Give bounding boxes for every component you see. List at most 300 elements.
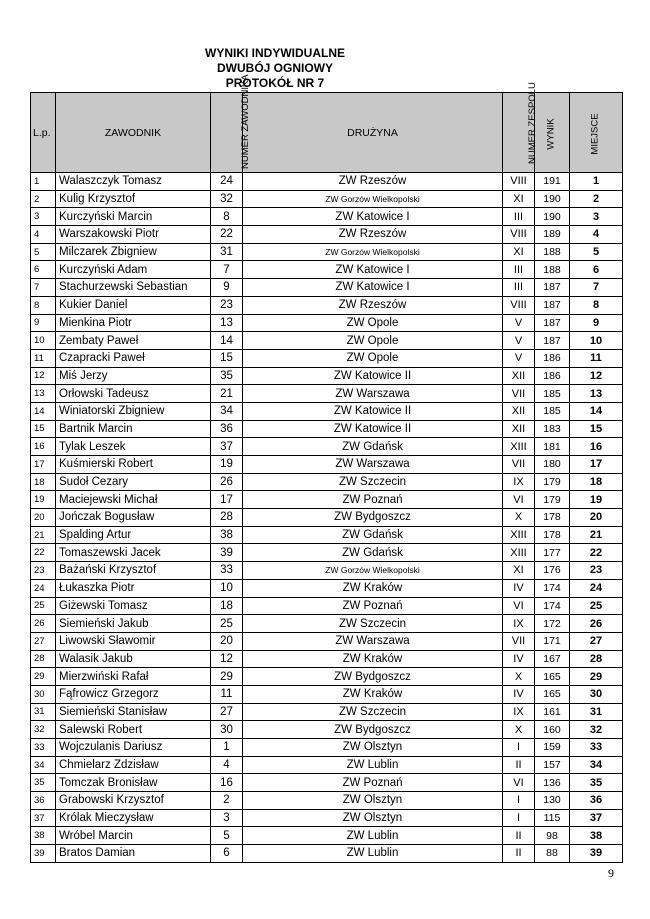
team-number: XI: [503, 562, 535, 580]
team-name: ZW Warszawa: [243, 385, 503, 403]
team-name: ZW Poznań: [243, 774, 503, 792]
athlete-number: 3: [211, 809, 243, 827]
athlete-name: Tomczak Bronisław: [56, 774, 211, 792]
row-lp: 26: [31, 615, 56, 633]
team-number: II: [503, 756, 535, 774]
athlete-number: 34: [211, 402, 243, 420]
athlete-number: 19: [211, 456, 243, 474]
athlete-name: Maciejewski Michał: [56, 491, 211, 509]
score: 186: [535, 367, 570, 385]
row-lp: 21: [31, 526, 56, 544]
place: 28: [570, 650, 623, 668]
team-number: IX: [503, 615, 535, 633]
table-row: [31, 226, 623, 244]
team-name: ZW Lublin: [243, 845, 503, 863]
athlete-number: 1: [211, 739, 243, 757]
table-row: [31, 562, 623, 580]
score: 187: [535, 296, 570, 314]
team-number: II: [503, 845, 535, 863]
athlete-number: 30: [211, 721, 243, 739]
team-name: ZW Szczecin: [243, 615, 503, 633]
place: 37: [570, 809, 623, 827]
table-row: [31, 173, 623, 191]
table-row: [31, 208, 623, 226]
athlete-number: 33: [211, 562, 243, 580]
team-number: X: [503, 668, 535, 686]
athlete-name: Stachurzewski Sebastian: [56, 279, 211, 297]
athlete-number: 4: [211, 756, 243, 774]
athlete-name: Mierzwiński Rafał: [56, 668, 211, 686]
athlete-number: 27: [211, 703, 243, 721]
score: 165: [535, 685, 570, 703]
place: 32: [570, 721, 623, 739]
place: 30: [570, 685, 623, 703]
athlete-name: Winiatorski Zbigniew: [56, 402, 211, 420]
score: 171: [535, 632, 570, 650]
place: 17: [570, 456, 623, 474]
athlete-name: Bartnik Marcin: [56, 420, 211, 438]
team-number: IX: [503, 703, 535, 721]
place: 26: [570, 615, 623, 633]
athlete-number: 26: [211, 473, 243, 491]
athlete-number: 6: [211, 845, 243, 863]
place: 38: [570, 827, 623, 845]
athlete-name: Mienkina Piotr: [56, 314, 211, 332]
athlete-number: 36: [211, 420, 243, 438]
table-row: [31, 615, 623, 633]
col-header-numer-zespolu: [503, 81, 538, 173]
table-row: [31, 456, 623, 474]
score: 174: [535, 597, 570, 615]
row-lp: 8: [31, 296, 56, 314]
table-row: [31, 438, 623, 456]
team-name: ZW Kraków: [243, 650, 503, 668]
place: 25: [570, 597, 623, 615]
team-number: VIII: [503, 173, 535, 191]
team-name: ZW Poznań: [243, 491, 503, 509]
team-name: ZW Rzeszów: [243, 173, 503, 191]
table-row: [31, 243, 623, 261]
place: 23: [570, 562, 623, 580]
score: 115: [535, 809, 570, 827]
score: 178: [535, 509, 570, 527]
team-name: ZW Opole: [243, 314, 503, 332]
score: 188: [535, 261, 570, 279]
table-row: [31, 756, 623, 774]
score: 191: [535, 173, 570, 191]
athlete-number: 29: [211, 668, 243, 686]
place: 9: [570, 314, 623, 332]
row-lp: 34: [31, 756, 56, 774]
athlete-name: Fąfrowicz Grzegorz: [56, 685, 211, 703]
row-lp: 5: [31, 243, 56, 261]
team-name: ZW Olsztyn: [243, 739, 503, 757]
row-lp: 25: [31, 597, 56, 615]
table-row: [31, 296, 623, 314]
place: 22: [570, 544, 623, 562]
athlete-name: Miś Jerzy: [56, 367, 211, 385]
team-number: XIII: [503, 544, 535, 562]
team-number: VII: [503, 632, 535, 650]
athlete-number: 14: [211, 332, 243, 350]
place: 36: [570, 792, 623, 810]
athlete-name: Sudoł Cezary: [56, 473, 211, 491]
athlete-number: 18: [211, 597, 243, 615]
table-row: [31, 650, 623, 668]
place: 20: [570, 509, 623, 527]
athlete-name: Kuśmierski Robert: [56, 456, 211, 474]
row-lp: 13: [31, 385, 56, 403]
score: 181: [535, 438, 570, 456]
athlete-name: Tomaszewski Jacek: [56, 544, 211, 562]
athlete-name: Spalding Artur: [56, 526, 211, 544]
row-lp: 19: [31, 491, 56, 509]
team-name: ZW Olsztyn: [243, 809, 503, 827]
team-number: I: [503, 792, 535, 810]
score: 174: [535, 579, 570, 597]
numer-zespolu-label: NUMER ZESPOŁU: [527, 81, 538, 164]
team-name: ZW Warszawa: [243, 632, 503, 650]
team-number: XII: [503, 367, 535, 385]
row-lp: 33: [31, 739, 56, 757]
table-row: [31, 473, 623, 491]
athlete-name: Królak Mieczysław: [56, 809, 211, 827]
miejsce-label: MIEJSCE: [590, 112, 601, 155]
athlete-number: 5: [211, 827, 243, 845]
score: 167: [535, 650, 570, 668]
score: 98: [535, 827, 570, 845]
athlete-name: Grabowski Krzysztof: [56, 792, 211, 810]
row-lp: 23: [31, 562, 56, 580]
athlete-number: 24: [211, 173, 243, 191]
athlete-name: Giżewski Tomasz: [56, 597, 211, 615]
team-number: IX: [503, 473, 535, 491]
team-number: VII: [503, 456, 535, 474]
athlete-number: 23: [211, 296, 243, 314]
place: 3: [570, 208, 623, 226]
page-number: 9: [608, 866, 614, 880]
place: 34: [570, 756, 623, 774]
table-row: [31, 544, 623, 562]
athlete-name: Zembaty Paweł: [56, 332, 211, 350]
team-number: II: [503, 827, 535, 845]
athlete-name: Czapracki Paweł: [56, 349, 211, 367]
score: 179: [535, 491, 570, 509]
team-number: V: [503, 314, 535, 332]
athlete-name: Jończak Bogusław: [56, 509, 211, 527]
team-number: V: [503, 349, 535, 367]
team-number: VIII: [503, 226, 535, 244]
place: 8: [570, 296, 623, 314]
team-number: XII: [503, 402, 535, 420]
row-lp: 7: [31, 279, 56, 297]
table-row: [31, 349, 623, 367]
col-header-wynik: [535, 93, 570, 173]
team-name: ZW Katowice I: [243, 279, 503, 297]
athlete-number: 25: [211, 615, 243, 633]
score: 180: [535, 456, 570, 474]
place: 10: [570, 332, 623, 350]
athlete-name: Chmielarz Zdzisław: [56, 756, 211, 774]
athlete-name: Liwowski Sławomir: [56, 632, 211, 650]
team-name: ZW Bydgoszcz: [243, 509, 503, 527]
team-number: XI: [503, 243, 535, 261]
team-number: I: [503, 809, 535, 827]
place: 2: [570, 190, 623, 208]
table-row: [31, 721, 623, 739]
score: 185: [535, 402, 570, 420]
score: 185: [535, 385, 570, 403]
place: 4: [570, 226, 623, 244]
table-row: [31, 668, 623, 686]
row-lp: 6: [31, 261, 56, 279]
athlete-name: Siemieński Jakub: [56, 615, 211, 633]
row-lp: 29: [31, 668, 56, 686]
team-number: VI: [503, 491, 535, 509]
score: 187: [535, 332, 570, 350]
athlete-name: Walasik Jakub: [56, 650, 211, 668]
score: 177: [535, 544, 570, 562]
table-row: [31, 526, 623, 544]
row-lp: 39: [31, 845, 56, 863]
athlete-name: Milczarek Zbigniew: [56, 243, 211, 261]
place: 35: [570, 774, 623, 792]
athlete-name: Kulig Krzysztof: [56, 190, 211, 208]
row-lp: 36: [31, 792, 56, 810]
table-row: [31, 509, 623, 527]
team-name: ZW Opole: [243, 332, 503, 350]
row-lp: 2: [31, 190, 56, 208]
place: 15: [570, 420, 623, 438]
team-name: ZW Olsztyn: [243, 792, 503, 810]
table-row: [31, 845, 623, 863]
table-row: [31, 703, 623, 721]
athlete-number: 7: [211, 261, 243, 279]
table-row: [31, 739, 623, 757]
team-number: I: [503, 739, 535, 757]
table-row: [31, 774, 623, 792]
team-name: ZW Lublin: [243, 756, 503, 774]
place: 7: [570, 279, 623, 297]
score: 188: [535, 243, 570, 261]
score: 179: [535, 473, 570, 491]
place: 31: [570, 703, 623, 721]
row-lp: 15: [31, 420, 56, 438]
score: 183: [535, 420, 570, 438]
row-lp: 18: [31, 473, 56, 491]
athlete-number: 2: [211, 792, 243, 810]
score: 157: [535, 756, 570, 774]
team-name: ZW Kraków: [243, 685, 503, 703]
col-header-druzyna: DRUŻYNA: [243, 93, 503, 173]
team-name: ZW Poznań: [243, 597, 503, 615]
col-header-miejsce: [570, 93, 623, 173]
team-name: ZW Rzeszów: [243, 226, 503, 244]
athlete-number: 10: [211, 579, 243, 597]
row-lp: 24: [31, 579, 56, 597]
score: 159: [535, 739, 570, 757]
score: 190: [535, 190, 570, 208]
score: 178: [535, 526, 570, 544]
title-line-3: PROTOKÓŁ NR 7: [225, 76, 325, 90]
row-lp: 11: [31, 349, 56, 367]
team-name: ZW Kraków: [243, 579, 503, 597]
place: 19: [570, 491, 623, 509]
team-name: ZW Szczecin: [243, 473, 503, 491]
athlete-number: 9: [211, 279, 243, 297]
team-number: XI: [503, 190, 535, 208]
place: 6: [570, 261, 623, 279]
place: 33: [570, 739, 623, 757]
athlete-number: 13: [211, 314, 243, 332]
numer-zawodnika-label: NUMER ZAWODNIKA: [240, 73, 251, 169]
team-name: ZW Katowice II: [243, 402, 503, 420]
row-lp: 35: [31, 774, 56, 792]
athlete-name: Walaszczyk Tomasz: [56, 173, 211, 191]
team-name: ZW Szczecin: [243, 703, 503, 721]
athlete-number: 16: [211, 774, 243, 792]
athlete-number: 12: [211, 650, 243, 668]
athlete-number: 22: [211, 226, 243, 244]
athlete-number: 15: [211, 349, 243, 367]
place: 12: [570, 367, 623, 385]
table-row: [31, 579, 623, 597]
row-lp: 17: [31, 456, 56, 474]
athlete-number: 39: [211, 544, 243, 562]
place: 16: [570, 438, 623, 456]
row-lp: 32: [31, 721, 56, 739]
team-number: VII: [503, 385, 535, 403]
place: 24: [570, 579, 623, 597]
team-name: ZW Katowice I: [243, 208, 503, 226]
score: 172: [535, 615, 570, 633]
score: 88: [535, 845, 570, 863]
place: 11: [570, 349, 623, 367]
table-row: [31, 685, 623, 703]
team-number: VI: [503, 774, 535, 792]
team-number: III: [503, 208, 535, 226]
team-number: IV: [503, 579, 535, 597]
table-row: [31, 402, 623, 420]
team-name: ZW Gdańsk: [243, 526, 503, 544]
row-lp: 12: [31, 367, 56, 385]
table-row: [31, 809, 623, 827]
athlete-name: Orłowski Tadeusz: [56, 385, 211, 403]
team-name: ZW Lublin: [243, 827, 503, 845]
athlete-number: 21: [211, 385, 243, 403]
score: 161: [535, 703, 570, 721]
team-number: XIII: [503, 438, 535, 456]
athlete-name: Kurczyński Adam: [56, 261, 211, 279]
place: 39: [570, 845, 623, 863]
row-lp: 1: [31, 173, 56, 191]
row-lp: 10: [31, 332, 56, 350]
athlete-number: 28: [211, 509, 243, 527]
team-number: VI: [503, 597, 535, 615]
title-line-2: DWUBÓJ OGNIOWY: [217, 61, 333, 75]
score: 190: [535, 208, 570, 226]
athlete-name: Tylak Leszek: [56, 438, 211, 456]
team-name: ZW Gorzów Wielkopolski: [243, 190, 503, 208]
score: 189: [535, 226, 570, 244]
row-lp: 16: [31, 438, 56, 456]
team-name: ZW Bydgoszcz: [243, 721, 503, 739]
team-number: IV: [503, 685, 535, 703]
table-row: [31, 261, 623, 279]
team-name: ZW Rzeszów: [243, 296, 503, 314]
team-name: ZW Katowice II: [243, 420, 503, 438]
team-name: ZW Gorzów Wielkopolski: [243, 243, 503, 261]
row-lp: 20: [31, 509, 56, 527]
team-name: ZW Warszawa: [243, 456, 503, 474]
team-name: ZW Gorzów Wielkopolski: [243, 562, 503, 580]
place: 13: [570, 385, 623, 403]
athlete-number: 11: [211, 685, 243, 703]
athlete-name: Siemieński Stanisław: [56, 703, 211, 721]
table-row: [31, 597, 623, 615]
table-row: [31, 332, 623, 350]
team-name: ZW Gdańsk: [243, 438, 503, 456]
wynik-label: WYNIK: [545, 117, 557, 150]
place: 14: [570, 402, 623, 420]
row-lp: 3: [31, 208, 56, 226]
team-number: XII: [503, 420, 535, 438]
athlete-name: Wróbel Marcin: [56, 827, 211, 845]
table-row: [31, 827, 623, 845]
table-row: [31, 632, 623, 650]
athlete-number: 31: [211, 243, 243, 261]
athlete-name: Bażański Krzysztof: [56, 562, 211, 580]
team-number: XIII: [503, 526, 535, 544]
team-number: III: [503, 261, 535, 279]
col-header-zawodnik: ZAWODNIK: [56, 93, 211, 173]
table-row: [31, 190, 623, 208]
place: 18: [570, 473, 623, 491]
athlete-name: Wojczulanis Dariusz: [56, 739, 211, 757]
place: 1: [570, 173, 623, 191]
athlete-number: 32: [211, 190, 243, 208]
score: 130: [535, 792, 570, 810]
team-number: VIII: [503, 296, 535, 314]
score: 136: [535, 774, 570, 792]
title-line-1: WYNIKI INDYWIDUALNE: [205, 46, 345, 60]
team-name: ZW Bydgoszcz: [243, 668, 503, 686]
table-row: [31, 385, 623, 403]
team-name: ZW Katowice I: [243, 261, 503, 279]
athlete-name: Kukier Daniel: [56, 296, 211, 314]
team-number: V: [503, 332, 535, 350]
results-body: [31, 173, 623, 863]
athlete-number: 20: [211, 632, 243, 650]
header-row: [31, 93, 623, 173]
row-lp: 27: [31, 632, 56, 650]
athlete-number: 37: [211, 438, 243, 456]
athlete-number: 17: [211, 491, 243, 509]
athlete-number: 35: [211, 367, 243, 385]
row-lp: 28: [31, 650, 56, 668]
row-lp: 22: [31, 544, 56, 562]
team-name: ZW Katowice II: [243, 367, 503, 385]
team-number: IV: [503, 650, 535, 668]
table-row: [31, 792, 623, 810]
athlete-name: Kurczyński Marcin: [56, 208, 211, 226]
score: 187: [535, 314, 570, 332]
place: 5: [570, 243, 623, 261]
score: 165: [535, 668, 570, 686]
team-number: X: [503, 721, 535, 739]
table-row: [31, 491, 623, 509]
col-header-lp: L.p.: [31, 93, 56, 173]
